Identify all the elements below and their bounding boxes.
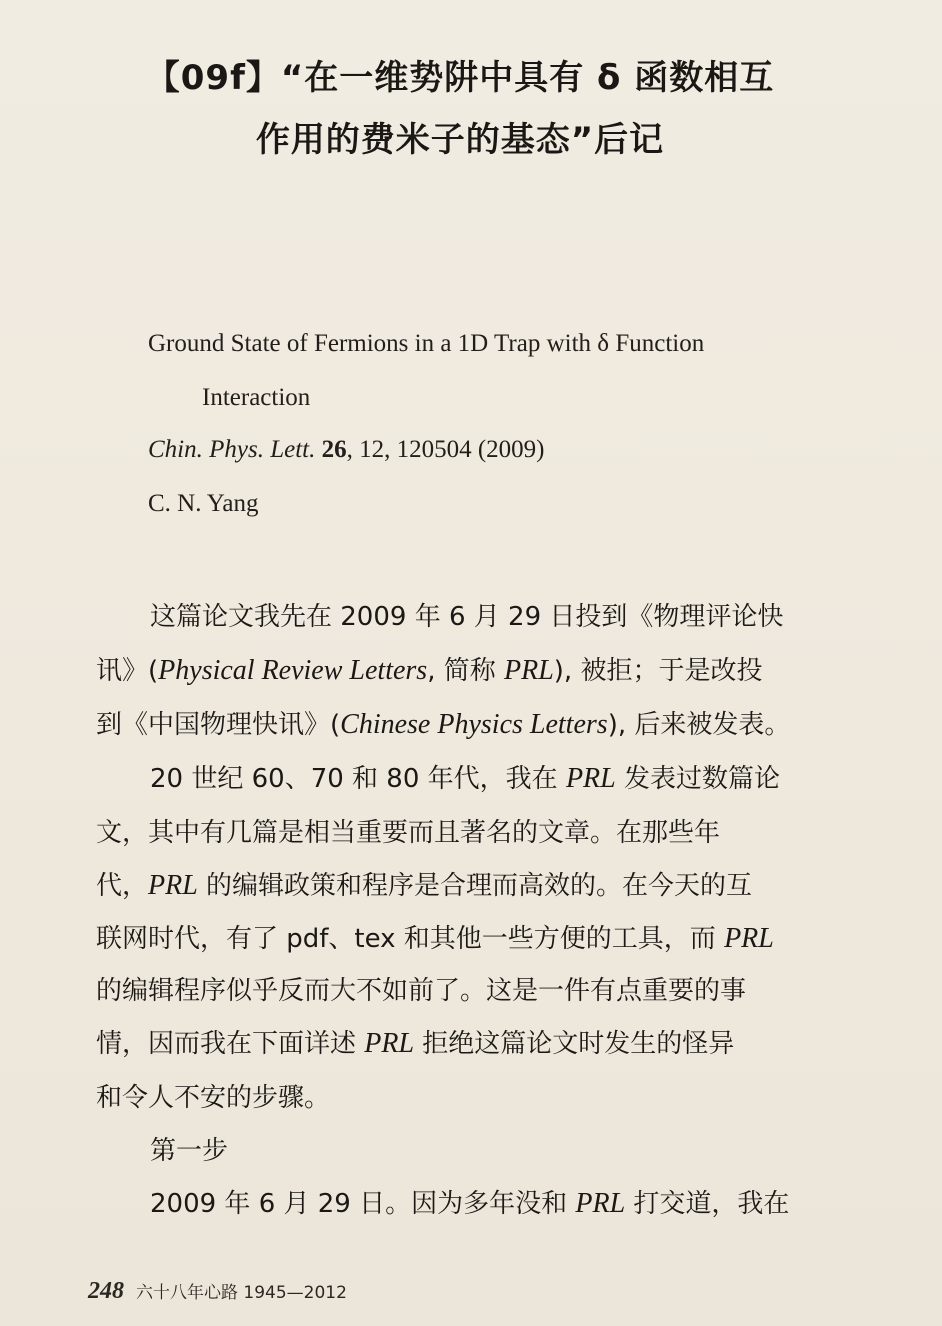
section-heading: 第一步 bbox=[150, 1136, 229, 1166]
chapter-title-line-1: 【09f】“在一维势阱中具有 δ 函数相互 bbox=[145, 58, 775, 98]
text-fragment: 讯》( bbox=[96, 656, 159, 686]
text-fragment: 联网时代，有了 pdf、tex 和其他一些方便的工具，而 bbox=[96, 924, 725, 954]
reference-title-line-1: Ground State of Fermions in a 1D Trap with δ Function bbox=[148, 330, 705, 357]
text-fragment: 到《中国物理快讯》( bbox=[96, 710, 341, 740]
chapter-title-line-2: 作用的费米子的基态”后记 bbox=[255, 120, 665, 160]
body-line: 这篇论文我先在 2009 年 6 月 29 日投到《物理评论快 bbox=[150, 602, 784, 632]
text-fragment: , 简称 bbox=[427, 656, 504, 686]
page-number: 248 bbox=[88, 1278, 124, 1304]
body-line bbox=[150, 1183, 789, 1220]
reference-citation bbox=[148, 436, 545, 464]
text-fragment: 代， bbox=[96, 871, 149, 901]
reference-journal: Chin. Phys. Lett. bbox=[148, 436, 316, 463]
body-line bbox=[96, 865, 752, 902]
journal-name: Physical Review Letters bbox=[158, 655, 428, 686]
body-line: 和令人不安的步骤。 bbox=[96, 1083, 331, 1113]
text-fragment: 2009 年 6 月 29 日。因为多年没和 bbox=[150, 1189, 576, 1219]
journal-abbrev: PRL bbox=[724, 923, 774, 954]
body-line bbox=[96, 1023, 734, 1060]
reference-author: C. N. Yang bbox=[148, 490, 259, 517]
body-line: 的编辑程序似乎反而大不如前了。这是一件有点重要的事 bbox=[96, 976, 747, 1006]
journal-name: Chinese Physics Letters bbox=[340, 709, 608, 740]
journal-abbrev: PRL bbox=[148, 870, 198, 901]
journal-abbrev: PRL bbox=[364, 1028, 415, 1059]
text-fragment: 的编辑政策和程序是合理而高效的。在今天的互 bbox=[197, 871, 753, 901]
body-line: 文，其中有几篇是相当重要而且著名的文章。在那些年 bbox=[96, 818, 721, 848]
text-fragment: 情，因而我在下面详述 bbox=[96, 1029, 365, 1059]
journal-abbrev: PRL bbox=[504, 655, 554, 686]
text-fragment: ), 被拒；于是改投 bbox=[553, 656, 763, 686]
book-title: 六十八年心路 1945—2012 bbox=[136, 1283, 347, 1303]
text-fragment: 拒绝这篇论文时发生的怪异 bbox=[414, 1029, 735, 1059]
text-fragment: 发表过数篇论 bbox=[615, 764, 780, 794]
body-line bbox=[96, 650, 762, 687]
body-line bbox=[150, 758, 780, 795]
reference-title-line-2: Interaction bbox=[202, 384, 311, 411]
text-fragment: ), 后来被发表。 bbox=[607, 710, 791, 740]
page-footer bbox=[88, 1278, 347, 1305]
reference-volume: 26 bbox=[321, 436, 347, 463]
text-fragment: 打交道，我在 bbox=[625, 1189, 790, 1219]
text-fragment: 20 世纪 60、70 和 80 年代，我在 bbox=[150, 764, 566, 794]
body-line bbox=[96, 704, 790, 741]
reference-issue-page-year: , 12, 120504 (2009) bbox=[346, 436, 545, 463]
body-line bbox=[96, 918, 774, 955]
journal-abbrev: PRL bbox=[565, 763, 616, 794]
journal-abbrev: PRL bbox=[575, 1188, 626, 1219]
